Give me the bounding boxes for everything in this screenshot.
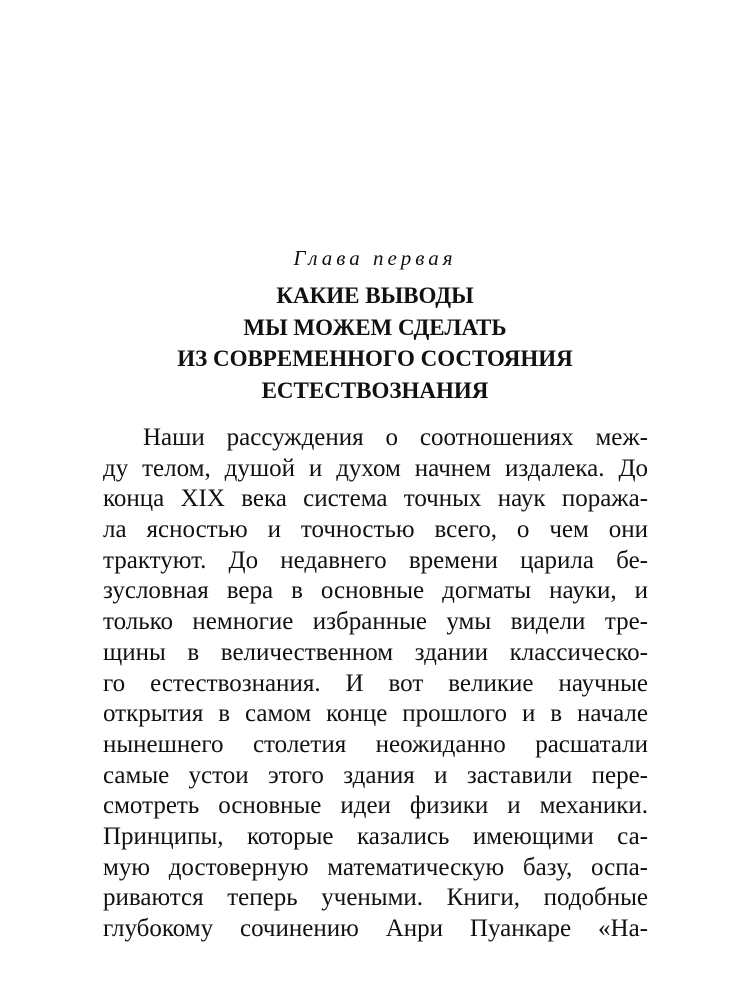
text-line: риваются теперь учеными. Книги, подобные [103, 884, 648, 912]
text-line: смотреть основные идеи физики и механики. [103, 792, 648, 820]
text-line: самые устои этого здания и заставили пере- [103, 761, 648, 789]
text-line: го естествознания. И вот великие научные [103, 669, 648, 697]
chapter-title-line: МЫ МОЖЕМ СДЕЛАТЬ [243, 314, 507, 340]
text-line: глубокому сочинению Анри Пуанкаре «На- [103, 915, 648, 942]
text-line: Наши рассуждения о соотношениях меж- [143, 424, 648, 451]
text-line: щины в величественном здании классическо- [103, 638, 648, 666]
body-paragraph [103, 423, 648, 945]
text-line: ла ясностью и точностью всего, о чем они [103, 516, 648, 544]
text-line: трактуют. До недавнего времени царила бе- [103, 546, 648, 574]
chapter-title-line: КАКИЕ ВЫВОДЫ [276, 283, 474, 308]
chapter-title-line: ЕСТЕСТВОЗНАНИЯ [261, 377, 489, 403]
chapter-title [0, 280, 750, 406]
chapter-title-line: ИЗ СОВРЕМЕННОГО СОСТОЯНИЯ [177, 346, 573, 371]
text-line: нынешнего столетия неожиданно расшатали [103, 730, 648, 758]
text-line: ду телом, душой и духом начнем издалека. До [103, 454, 648, 482]
text-line: конца XIX века система точных наук поража- [103, 485, 648, 513]
chapter-label: Глава первая [293, 246, 457, 270]
text-line: зусловная вера в основные догматы науки, и [103, 577, 648, 605]
text-line: только немногие избранные умы видели тре- [103, 608, 648, 636]
text-line: Принципы, которые казались имеющими са- [103, 822, 648, 850]
text-line: открытия в самом конце прошлого и в начале [103, 700, 648, 728]
text-line: мую достоверную математическую базу, оспа- [103, 853, 648, 881]
